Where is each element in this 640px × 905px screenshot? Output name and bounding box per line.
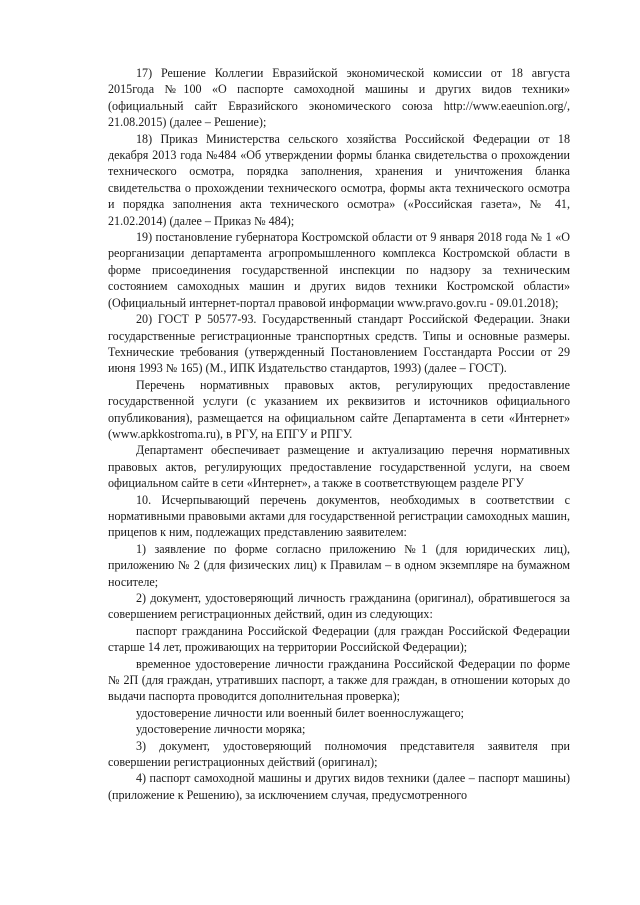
- doc-option-passport: паспорт гражданина Российской Федерации (для граждан Российской Федерации старше 14 лет, проживающих на территории Российской Федерации);: [108, 623, 570, 655]
- paragraph-17: 17) Решение Коллегии Евразийской экономической комиссии от 18 августа 2015года №100 «О паспорте самоходной машины и других видов техники» (официальный сайт Евразийского экономического союза http://www.eaeunion.org/, 21.08.2015) (далее – Решение);: [108, 66, 570, 130]
- list-item-3: 3) документ, удостоверяющий полномочия представителя заявителя при совершении регистрационных действий (оригинал);: [108, 738, 570, 770]
- document-body: [108, 65, 570, 803]
- doc-option-military-id: удостоверение личности или военный билет военнослужащего;: [136, 705, 464, 720]
- paragraph-19: 19) постановление губернатора Костромской области от 9 января 2018 года № 1 «О реорганизации департамента агропромышленного комплекса Костромской области в форме присоединения государственной инспекции по надзору за техническим состоянием самоходных машин и других видов техники Костромской области» (Официальный интернет-портал правовой информации www.pravo.gov.ru - 09.01.2018);: [108, 230, 570, 310]
- paragraph-20: 20) ГОСТ Р 50577-93. Государственный стандарт Российской Федерации. Знаки государственные регистрационные транспортных средств. Типы и основные размеры. Технические требования (утвержденный Постановлением Госстандарта России от 29 июня 1993 № 165) (М., ИПК Издательство стандартов, 1993) (далее – ГОСТ).: [108, 312, 570, 376]
- paragraph-18: 18) Приказ Министерства сельского хозяйства Российской Федерации от 18 декабря 2013 года №484 «Об утверждении формы бланка свидетельства о прохождении технического осмотра, порядка заполнения, хранения и уничтожения бланка свидетельства о прохождении технического осмотра, формы акта технического осмотра и порядка заполнения акта технического осмотра» («Российская газета», № 41, 21.02.2014) (далее – Приказ № 484);: [108, 131, 570, 228]
- paragraph-10: 10. Исчерпывающий перечень документов, необходимых в соответствии с нормативными правовыми актами для государственной регистрации самоходных машин, прицепов к ним, подлежащих представлению заявителем:: [108, 492, 570, 540]
- paragraph-department: Департамент обеспечивает размещение и актуализацию перечня нормативных правовых актов, регулирующих предоставление государственной услуги, на своем официальном сайте в сети «Интернет», а также в соответствующем разделе РГУ: [108, 443, 570, 491]
- list-item-2: 2) документ, удостоверяющий личность гражданина (оригинал), обратившегося за совершением регистрационных действий, один из следующих:: [108, 591, 570, 622]
- doc-option-temporary-id: временное удостоверение личности гражданина Российской Федерации по форме № 2П (для граждан, утративших паспорт, а также для граждан, в отношении которых до выдачи паспорта проводится дополнительная проверка);: [108, 656, 570, 704]
- doc-option-seaman-id: удостоверение личности моряка;: [136, 722, 306, 737]
- paragraph-acts-list: Перечень нормативных правовых актов, регулирующих предоставление государственной услуги (с указанием их реквизитов и источников официального опубликования), размещается на официальном сайте Департамента в сети «Интернет» (www.apkkostroma.ru), в РГУ, на ЕПГУ и РПГУ.: [108, 377, 570, 441]
- list-item-4: 4) паспорт самоходной машины и других видов техники (далее – паспорт машины) (приложение к Решению), за исключением случая, предусмотренного: [108, 771, 570, 802]
- list-item-1: 1) заявление по форме согласно приложению №1 (для юридических лиц), приложению № 2 (для физических лиц) к Правилам – в одном экземпляре на бумажном носителе;: [108, 541, 570, 589]
